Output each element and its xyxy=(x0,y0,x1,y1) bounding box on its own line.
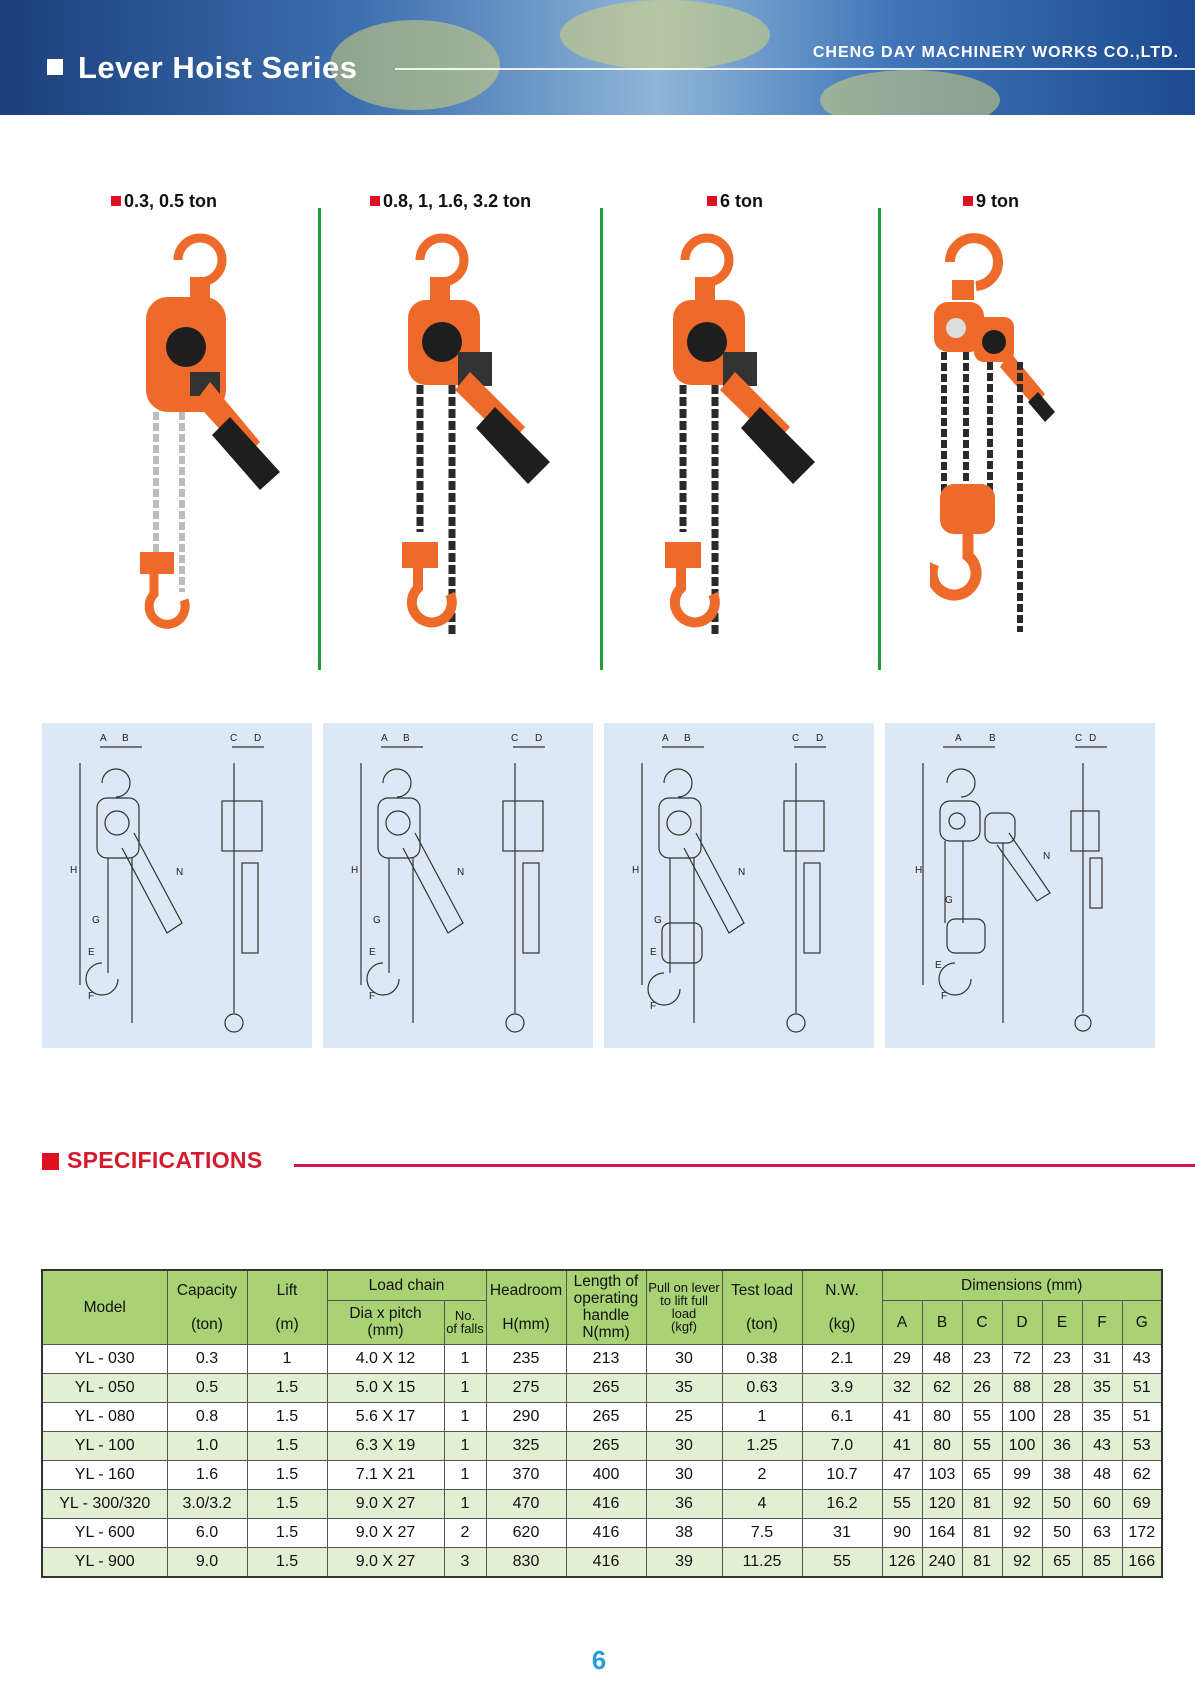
table-cell: 9.0 xyxy=(167,1547,247,1577)
table-cell: 7.5 xyxy=(722,1518,802,1547)
diagram-label-n: N xyxy=(1043,851,1051,862)
table-cell: 5.0 X 15 xyxy=(327,1373,444,1402)
product-label-3: 6 ton xyxy=(707,191,763,212)
table-cell: 31 xyxy=(802,1518,882,1547)
table-cell: 31 xyxy=(1082,1344,1122,1373)
table-cell: 50 xyxy=(1042,1518,1082,1547)
diagram-label-h: H xyxy=(70,865,78,876)
header-dim-b: B xyxy=(922,1300,962,1344)
diagram-label-a: A xyxy=(381,733,388,744)
table-cell: 28 xyxy=(1042,1373,1082,1402)
table-cell: 39 xyxy=(646,1547,722,1577)
diagram-label-e: E xyxy=(650,947,657,958)
diagram-label-f: F xyxy=(369,991,376,1002)
table-cell: 164 xyxy=(922,1518,962,1547)
table-cell: 72 xyxy=(1002,1344,1042,1373)
table-cell: 7.1 X 21 xyxy=(327,1460,444,1489)
diagram-label-f: F xyxy=(88,991,95,1002)
diagram-label-g: G xyxy=(92,915,100,926)
table-row xyxy=(42,1518,1162,1547)
table-cell: 62 xyxy=(1122,1460,1162,1489)
table-cell: 5.6 X 17 xyxy=(327,1402,444,1431)
table-cell: 55 xyxy=(882,1489,922,1518)
table-cell: 92 xyxy=(1002,1489,1042,1518)
red-square-icon xyxy=(963,196,973,206)
table-cell: YL - 080 xyxy=(42,1402,167,1431)
table-cell: 10.7 xyxy=(802,1460,882,1489)
table-cell: 62 xyxy=(922,1373,962,1402)
table-cell: 1.5 xyxy=(247,1431,327,1460)
table-cell: 1 xyxy=(444,1344,486,1373)
table-cell: 172 xyxy=(1122,1518,1162,1547)
header-capacity: Capacity (ton) xyxy=(167,1270,247,1344)
header-handle: Length of operating handle N(mm) xyxy=(566,1270,646,1344)
table-cell: 23 xyxy=(962,1344,1002,1373)
table-cell: 35 xyxy=(1082,1373,1122,1402)
table-cell: 55 xyxy=(962,1431,1002,1460)
dimension-diagram-4 xyxy=(885,723,1155,1048)
table-cell: 3 xyxy=(444,1547,486,1577)
table-cell: 100 xyxy=(1002,1431,1042,1460)
diagram-label-n: N xyxy=(457,867,465,878)
table-cell: 88 xyxy=(1002,1373,1042,1402)
table-cell: 47 xyxy=(882,1460,922,1489)
table-cell: 2.1 xyxy=(802,1344,882,1373)
table-cell: 0.8 xyxy=(167,1402,247,1431)
table-cell: 2 xyxy=(722,1460,802,1489)
diagram-label-b: B xyxy=(989,733,996,744)
table-cell: 416 xyxy=(566,1547,646,1577)
table-cell: 16.2 xyxy=(802,1489,882,1518)
table-cell: 11.25 xyxy=(722,1547,802,1577)
header-test-load: Test load (ton) xyxy=(722,1270,802,1344)
diagram-label-d: D xyxy=(254,733,262,744)
table-cell: 81 xyxy=(962,1518,1002,1547)
header-model: Model xyxy=(42,1270,167,1344)
table-cell: 2 xyxy=(444,1518,486,1547)
table-cell: 1 xyxy=(444,1489,486,1518)
specifications-table-body xyxy=(42,1344,1162,1577)
header-dim-f: F xyxy=(1082,1300,1122,1344)
table-row xyxy=(42,1344,1162,1373)
diagram-label-c: C xyxy=(511,733,519,744)
table-cell: 1.5 xyxy=(247,1547,327,1577)
table-cell: 38 xyxy=(646,1518,722,1547)
diagram-label-a: A xyxy=(662,733,669,744)
diagram-label-c: C xyxy=(1075,733,1083,744)
header-rule xyxy=(395,68,1195,70)
table-cell: 30 xyxy=(646,1344,722,1373)
header-headroom: Headroom H(mm) xyxy=(486,1270,566,1344)
table-cell: 3.9 xyxy=(802,1373,882,1402)
table-cell: 265 xyxy=(566,1402,646,1431)
table-cell: 3.0/3.2 xyxy=(167,1489,247,1518)
map-decoration xyxy=(560,0,770,70)
diagram-label-c: C xyxy=(792,733,800,744)
table-cell: 1 xyxy=(444,1402,486,1431)
header-dimensions: Dimensions (mm) xyxy=(882,1270,1162,1300)
table-cell: 69 xyxy=(1122,1489,1162,1518)
product-label-4: 9 ton xyxy=(963,191,1019,212)
table-cell: 470 xyxy=(486,1489,566,1518)
header-dia-pitch: Dia x pitch (mm) xyxy=(327,1300,444,1344)
diagram-label-b: B xyxy=(403,733,410,744)
table-cell: 30 xyxy=(646,1431,722,1460)
header-load-chain: Load chain xyxy=(327,1270,486,1300)
table-cell: 100 xyxy=(1002,1402,1042,1431)
diagram-label-e: E xyxy=(88,947,95,958)
table-cell: YL - 600 xyxy=(42,1518,167,1547)
table-cell: 0.3 xyxy=(167,1344,247,1373)
table-cell: 235 xyxy=(486,1344,566,1373)
diagram-label-n: N xyxy=(738,867,746,878)
table-cell: 416 xyxy=(566,1489,646,1518)
hoist-photo-3 xyxy=(665,222,865,642)
table-row xyxy=(42,1489,1162,1518)
table-cell: 1.6 xyxy=(167,1460,247,1489)
table-cell: 265 xyxy=(566,1373,646,1402)
table-cell: 370 xyxy=(486,1460,566,1489)
table-cell: 120 xyxy=(922,1489,962,1518)
table-cell: 620 xyxy=(486,1518,566,1547)
table-cell: YL - 100 xyxy=(42,1431,167,1460)
table-cell: 36 xyxy=(646,1489,722,1518)
red-square-icon xyxy=(111,196,121,206)
table-cell: 28 xyxy=(1042,1402,1082,1431)
diagram-label-a: A xyxy=(955,733,962,744)
table-cell: 1 xyxy=(247,1344,327,1373)
table-cell: 50 xyxy=(1042,1489,1082,1518)
table-cell: 60 xyxy=(1082,1489,1122,1518)
table-cell: 290 xyxy=(486,1402,566,1431)
table-cell: 1 xyxy=(444,1460,486,1489)
diagram-label-c: C xyxy=(230,733,238,744)
diagram-label-b: B xyxy=(122,733,129,744)
table-cell: 55 xyxy=(802,1547,882,1577)
table-cell: 830 xyxy=(486,1547,566,1577)
red-square-icon xyxy=(370,196,380,206)
table-cell: 6.1 xyxy=(802,1402,882,1431)
header-dim-a: A xyxy=(882,1300,922,1344)
table-cell: 0.63 xyxy=(722,1373,802,1402)
table-cell: 51 xyxy=(1122,1402,1162,1431)
table-cell: 36 xyxy=(1042,1431,1082,1460)
header-pull: Pull on lever to lift full load (kgf) xyxy=(646,1270,722,1344)
spec-square-icon xyxy=(42,1153,59,1170)
diagram-label-d: D xyxy=(1089,733,1097,744)
table-cell: 103 xyxy=(922,1460,962,1489)
table-cell: 166 xyxy=(1122,1547,1162,1577)
table-cell: YL - 300/320 xyxy=(42,1489,167,1518)
table-cell: 30 xyxy=(646,1460,722,1489)
table-cell: YL - 030 xyxy=(42,1344,167,1373)
table-cell: 65 xyxy=(962,1460,1002,1489)
table-cell: 0.5 xyxy=(167,1373,247,1402)
table-cell: 51 xyxy=(1122,1373,1162,1402)
table-row xyxy=(42,1431,1162,1460)
table-cell: 81 xyxy=(962,1489,1002,1518)
specifications-table xyxy=(41,1269,1163,1578)
red-square-icon xyxy=(707,196,717,206)
diagram-label-h: H xyxy=(351,865,359,876)
table-row xyxy=(42,1547,1162,1577)
company-name: CHENG DAY MACHINERY WORKS CO.,LTD. xyxy=(812,44,1179,61)
table-cell: 35 xyxy=(646,1373,722,1402)
diagram-label-f: F xyxy=(650,1001,657,1012)
table-cell: 26 xyxy=(962,1373,1002,1402)
table-cell: 7.0 xyxy=(802,1431,882,1460)
diagram-label-h: H xyxy=(915,865,923,876)
table-cell: 63 xyxy=(1082,1518,1122,1547)
table-cell: 23 xyxy=(1042,1344,1082,1373)
table-cell: 81 xyxy=(962,1547,1002,1577)
diagram-label-g: G xyxy=(654,915,662,926)
hoist-photo-1 xyxy=(130,222,330,642)
product-label-2: 0.8, 1, 1.6, 3.2 ton xyxy=(370,191,531,212)
header-falls: No. of falls xyxy=(444,1300,486,1344)
diagram-label-e: E xyxy=(935,960,942,971)
diagram-label-d: D xyxy=(816,733,824,744)
header-nw: N.W. (kg) xyxy=(802,1270,882,1344)
hoist-photo-2 xyxy=(400,222,600,642)
table-cell: YL - 160 xyxy=(42,1460,167,1489)
diagram-label-n: N xyxy=(176,867,184,878)
dimension-diagram-3 xyxy=(604,723,874,1048)
table-cell: YL - 900 xyxy=(42,1547,167,1577)
diagram-label-h: H xyxy=(632,865,640,876)
table-cell: 43 xyxy=(1122,1344,1162,1373)
header-banner xyxy=(0,0,1195,115)
table-cell: 90 xyxy=(882,1518,922,1547)
diagram-label-a: A xyxy=(100,733,107,744)
table-cell: 240 xyxy=(922,1547,962,1577)
table-cell: 400 xyxy=(566,1460,646,1489)
header-square-icon xyxy=(47,59,63,75)
diagram-label-b: B xyxy=(684,733,691,744)
table-cell: 126 xyxy=(882,1547,922,1577)
dimension-diagram-2 xyxy=(323,723,593,1048)
diagram-label-d: D xyxy=(535,733,543,744)
header-dim-g: G xyxy=(1122,1300,1162,1344)
table-cell: 92 xyxy=(1002,1518,1042,1547)
table-cell: 80 xyxy=(922,1402,962,1431)
table-cell: 41 xyxy=(882,1431,922,1460)
table-cell: 99 xyxy=(1002,1460,1042,1489)
table-cell: 213 xyxy=(566,1344,646,1373)
table-cell: 1.25 xyxy=(722,1431,802,1460)
table-cell: 92 xyxy=(1002,1547,1042,1577)
diagram-label-g: G xyxy=(373,915,381,926)
table-cell: 6.3 X 19 xyxy=(327,1431,444,1460)
specifications-rule xyxy=(294,1164,1195,1167)
table-cell: 85 xyxy=(1082,1547,1122,1577)
table-cell: 32 xyxy=(882,1373,922,1402)
table-cell: 53 xyxy=(1122,1431,1162,1460)
hoist-photo-4 xyxy=(930,222,1130,642)
table-row xyxy=(42,1402,1162,1431)
table-cell: 65 xyxy=(1042,1547,1082,1577)
table-cell: 1.5 xyxy=(247,1460,327,1489)
header-lift: Lift (m) xyxy=(247,1270,327,1344)
header-dim-c: C xyxy=(962,1300,1002,1344)
table-cell: 265 xyxy=(566,1431,646,1460)
table-cell: 48 xyxy=(922,1344,962,1373)
table-cell: 1.5 xyxy=(247,1373,327,1402)
table-cell: YL - 050 xyxy=(42,1373,167,1402)
diagram-label-e: E xyxy=(369,947,376,958)
header-dim-d: D xyxy=(1002,1300,1042,1344)
product-label-1: 0.3, 0.5 ton xyxy=(111,191,217,212)
table-cell: 1.5 xyxy=(247,1489,327,1518)
table-cell: 1 xyxy=(444,1373,486,1402)
table-cell: 48 xyxy=(1082,1460,1122,1489)
table-cell: 1 xyxy=(444,1431,486,1460)
column-divider xyxy=(878,208,881,670)
table-cell: 80 xyxy=(922,1431,962,1460)
table-cell: 1.5 xyxy=(247,1518,327,1547)
table-cell: 0.38 xyxy=(722,1344,802,1373)
table-cell: 35 xyxy=(1082,1402,1122,1431)
page-number: 6 xyxy=(591,1645,607,1675)
table-cell: 1.0 xyxy=(167,1431,247,1460)
page-title: Lever Hoist Series xyxy=(78,50,358,85)
table-cell: 1.5 xyxy=(247,1402,327,1431)
dimension-diagram-1 xyxy=(42,723,312,1048)
table-cell: 55 xyxy=(962,1402,1002,1431)
table-cell: 1 xyxy=(722,1402,802,1431)
map-decoration xyxy=(820,70,1000,115)
table-cell: 29 xyxy=(882,1344,922,1373)
table-cell: 325 xyxy=(486,1431,566,1460)
table-cell: 25 xyxy=(646,1402,722,1431)
column-divider xyxy=(600,208,603,670)
table-cell: 38 xyxy=(1042,1460,1082,1489)
table-cell: 4.0 X 12 xyxy=(327,1344,444,1373)
diagram-label-g: G xyxy=(945,895,953,906)
table-cell: 6.0 xyxy=(167,1518,247,1547)
table-cell: 43 xyxy=(1082,1431,1122,1460)
table-cell: 416 xyxy=(566,1518,646,1547)
table-cell: 275 xyxy=(486,1373,566,1402)
table-cell: 4 xyxy=(722,1489,802,1518)
diagram-label-f: F xyxy=(941,991,948,1002)
header-dim-e: E xyxy=(1042,1300,1082,1344)
table-cell: 9.0 X 27 xyxy=(327,1489,444,1518)
table-cell: 9.0 X 27 xyxy=(327,1547,444,1577)
table-row xyxy=(42,1460,1162,1489)
specifications-heading: SPECIFICATIONS xyxy=(67,1147,263,1173)
table-cell: 9.0 X 27 xyxy=(327,1518,444,1547)
table-cell: 41 xyxy=(882,1402,922,1431)
table-row xyxy=(42,1373,1162,1402)
